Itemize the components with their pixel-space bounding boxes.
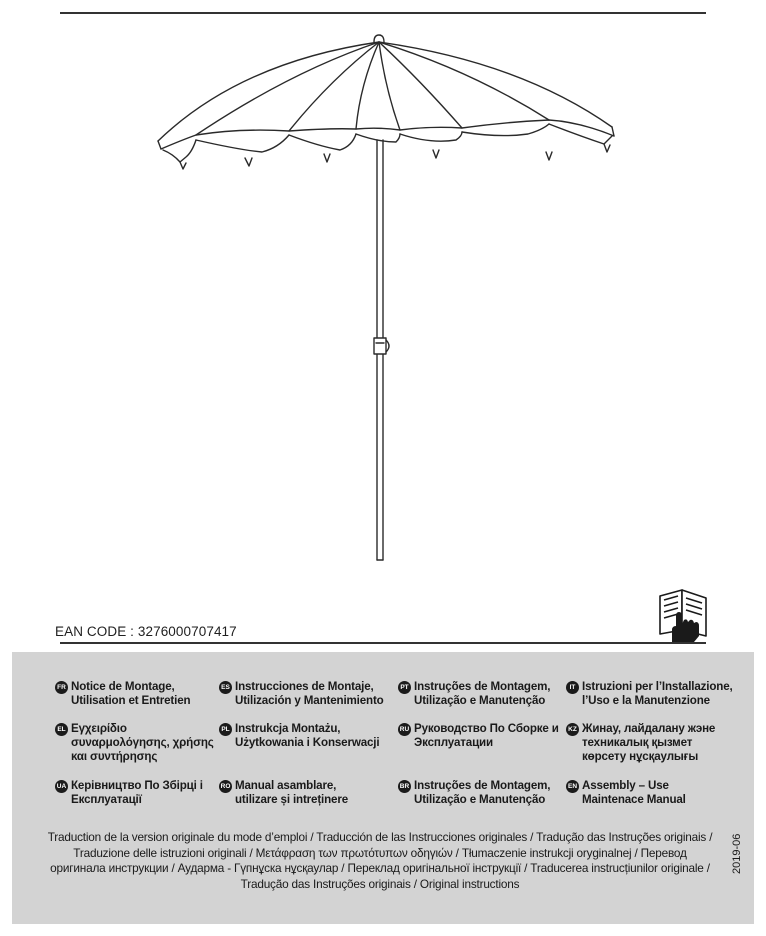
lang-badge-br: BR bbox=[398, 780, 411, 793]
middle-divider bbox=[60, 642, 706, 644]
lang-title-en: Assembly – Use Maintenace Manual bbox=[582, 779, 686, 806]
lang-block-kz bbox=[566, 722, 715, 764]
lang-badge-es: ES bbox=[219, 681, 232, 694]
lang-title-it: Istruzioni per l’Installazione, l’Uso e la Manutenzione bbox=[582, 680, 733, 707]
read-manual-icon bbox=[654, 586, 714, 642]
lang-title-pt: Instruções de Montagem, Utilização e Manutenção bbox=[414, 680, 551, 707]
translation-note: Traduction de la version originale du mode d’emploi / Traducción de las Instrucciones originales / Tradução das Instruções originais / Traduzione delle istruzioni originali / Μετάφραση των πρωτότυπων οδηγιών / Tłumaczenie instrukcji oryginalnej / Перевод оригинала инструкции / Аударма - Гүпнұска нұсқаулар / Переклад оригінальної інструкції / Traducerea instrucțiunilor originale / Tradução das Instruções originais / Original instructions bbox=[47, 830, 713, 891]
lang-badge-ua: UA bbox=[55, 780, 68, 793]
lang-badge-kz: KZ bbox=[566, 723, 579, 736]
lang-block-pl bbox=[219, 722, 379, 750]
lang-block-it bbox=[566, 680, 733, 708]
lang-title-fr: Notice de Montage, Utilisation et Entretien bbox=[71, 680, 191, 707]
lang-badge-pt: PT bbox=[398, 681, 411, 694]
lang-badge-pl: PL bbox=[219, 723, 232, 736]
lang-title-ro: Manual asamblare, utilizare și intreținere bbox=[235, 779, 349, 806]
lang-block-el bbox=[55, 722, 214, 764]
lang-title-br: Instruções de Montagem, Utilização e Manutenção bbox=[414, 779, 551, 806]
lang-badge-el: EL bbox=[55, 723, 68, 736]
lang-block-en bbox=[566, 779, 686, 807]
lang-block-ro bbox=[219, 779, 348, 807]
lang-block-pt bbox=[398, 680, 550, 708]
lang-badge-fr: FR bbox=[55, 681, 68, 694]
lang-title-pl: Instrukcja Montażu, Użytkowania i Konserwacji bbox=[235, 722, 380, 749]
lang-badge-en: EN bbox=[566, 780, 579, 793]
lang-title-es: Instrucciones de Montaje, Utilización y Mantenimiento bbox=[235, 680, 384, 707]
lang-block-br bbox=[398, 779, 550, 807]
lang-block-ru bbox=[398, 722, 559, 750]
lang-badge-it: IT bbox=[566, 681, 579, 694]
lang-title-ru: Руководство По Сборке и Эксплуатации bbox=[414, 722, 559, 749]
lang-badge-ro: RO bbox=[219, 780, 232, 793]
lang-title-el: Εγχειρίδιο συναρμολόγησης, χρήσης και συντήρησης bbox=[71, 722, 214, 763]
ean-code: EAN CODE : 3276000707417 bbox=[55, 624, 237, 639]
lang-badge-ru: RU bbox=[398, 723, 411, 736]
lang-block-es bbox=[219, 680, 384, 708]
lang-title-ua: Керівництво По Збірці і Експлуатації bbox=[71, 779, 203, 806]
lang-title-kz: Жинау, лайдалану жэне техникалық қызмет көрсету нұсқаулығы bbox=[582, 722, 716, 763]
lang-block-fr bbox=[55, 680, 190, 708]
revision-date: 2019-06 bbox=[731, 833, 743, 874]
lang-block-ua bbox=[55, 779, 203, 807]
